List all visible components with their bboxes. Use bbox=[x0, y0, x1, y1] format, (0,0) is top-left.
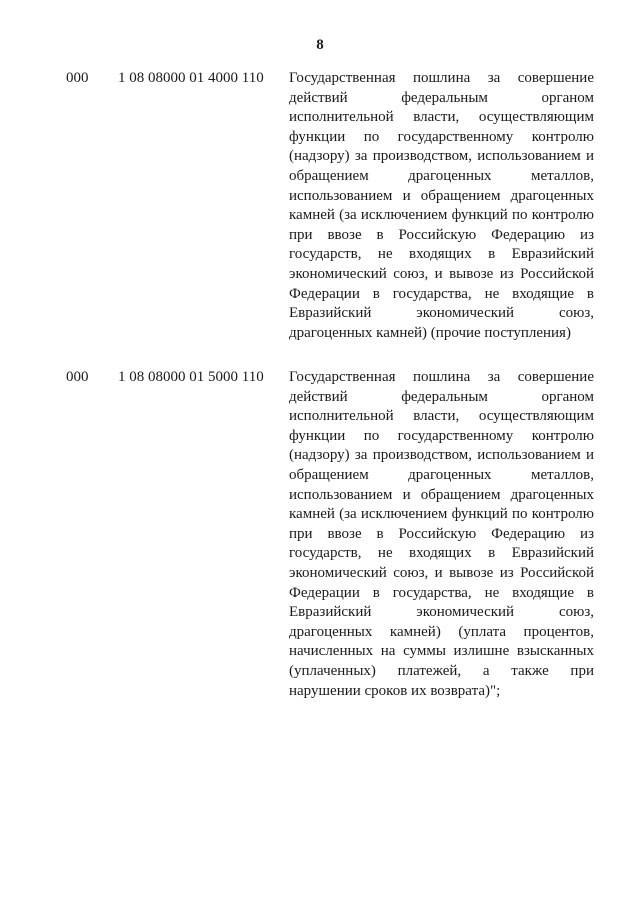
budget-classification-code: 1 08 08000 01 5000 110 bbox=[118, 369, 264, 385]
admin-code: 000 bbox=[66, 369, 89, 385]
income-description: Государственная пошлина за совершение действий федеральным органом исполнительной власти, осуществляющим функции по государственному контролю (надзору) за производством, использованием и обращением драгоценных металлов, использованием и обращением драгоценных камней (за исключением функций по контролю при ввозе в Российскую Федерацию из государств, не входящих в Евразийский экономический союз, и вывозе из Российской Федерации в государства, не входящие в Евразийский экономический союз, драгоценных камней) (уплата процентов, начисленных на суммы излишне взысканных (уплаченных) платежей, а также при нарушении сроков их возврата)"; bbox=[289, 369, 594, 699]
income-description: Государственная пошлина за совершение действий федеральным органом исполнительной власти, осуществляющим функции по государственному контролю (надзору) за производством, использованием и обращением драгоценных металлов, использованием и обращением драгоценных камней (за исключением функций по контролю при ввозе в Российскую Федерацию из государств, не входящих в Евразийский экономический союз, и вывозе из Российской Федерации в государства, не входящие в Евразийский экономический союз, драгоценных камней) (прочие поступления) bbox=[289, 70, 594, 341]
page-number: 8 bbox=[316, 37, 324, 53]
admin-code: 000 bbox=[66, 70, 89, 86]
budget-classification-code: 1 08 08000 01 4000 110 bbox=[118, 70, 264, 86]
